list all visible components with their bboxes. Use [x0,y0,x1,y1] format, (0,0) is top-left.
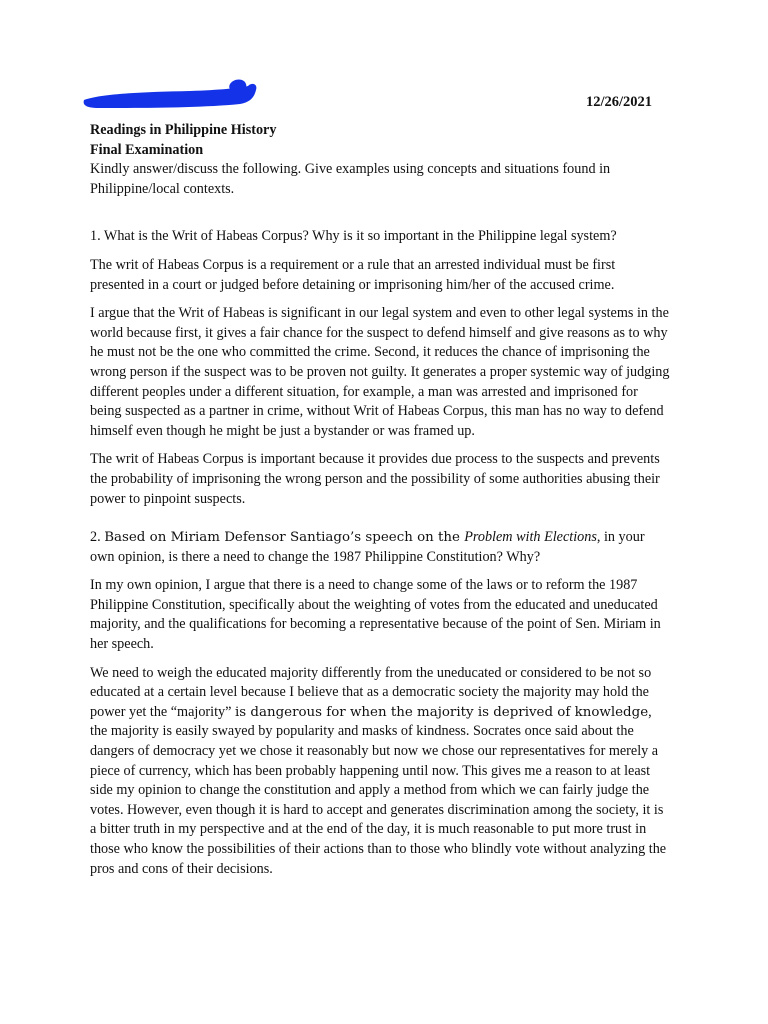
q1-answer-paragraph-2: I argue that the Writ of Habeas is significant in our legal system and even to other legal systems in the world because first, it gives a fair chance for the suspect to defend himself and give reasons as to why he must not be the one who committed the crime. Second, it reduces the chance of imprisoning the wrong person if the suspect was to be proven not guilty. It generates a proper systemic way of judging different peoples under a different situation, for example, a man was arrested and imprisoned for being suspected as a partner in crime, without Writ of Habeas Corpus, this man has no way to defend himself even though he might be just a bystander or was framed up. [90,305,670,439]
question-2 [90,528,670,567]
q2-paragraph-2-part-b: is dangerous for when the majority is deprived of knowledge [234,704,649,720]
q2-answer-paragraph-2 [90,664,670,880]
q2-paragraph-2-part-c: , the majority is easily swayed by popularity and masks of kindness. Socrates once said about the dangers of democracy yet we chose it reasonably but now we chose our representatives for merely a piece of currency, which has been probably happening until now. This gives me a reason to at least side my opinion to change the constitution and apply a method from which we can fairly judge the votes. However, even though it is hard to accept and generates discrimination among the society, it is a bitter truth in my perspective and at the end of the day, it is much reasonable to put more trust in those who know the possibilities of their actions than to those who blindly vote without analyzing the pros and cons of their decisions. [90,703,667,877]
instructions-text: Kindly answer/discuss the following. Give examples using concepts and situations found in Philippine/local contexts. [90,161,611,197]
q1-answer-paragraph-3: The writ of Habeas Corpus is important because it provides due process to the suspects and prevents the probability of imprisoning the wrong person and the possibility of some authorities abusing their power to pinpoint suspects. [90,451,660,507]
exam-date: 12/26/2021 [586,94,653,110]
redaction-mark [80,76,260,116]
question-2-speech-title: Problem with Elections [464,529,597,546]
question-2-rest: , in your own opinion, is there a need to change the 1987 Philippine Constitution? Why? [90,529,645,565]
question-2-number: 2. [90,529,105,546]
q2-answer-paragraph-1: In my own opinion, I argue that there is a need to change some of the laws or to reform the 1987 Philippine Constitution, specifically about the weighting of votes from the educated and uneducated majority, and the qualifications for becoming a representative because of the point of Sen. Miriam in her speech. [90,577,661,653]
exam-title: Final Examination [90,141,204,158]
q1-answer-paragraph-1: The writ of Habeas Corpus is a requirement or a rule that an arrested individual must be first presented in a court or judged before detaining or imprisoning him/her of the accused crime. [90,256,616,293]
question-1: 1. What is the Writ of Habeas Corpus? Why is it so important in the Philippine legal system? [90,228,617,245]
q2-paragraph-2-part-a: We need to weigh the educated majority differently from the uneducated or considered to be not so educated at a certain level because I believe that as a democratic society the majority may hold the power yet the “majority” [90,664,652,720]
document-body [90,121,670,888]
course-title: Readings in Philippine History [90,122,277,138]
question-2-speech-ref: Based on Miriam Defensor Santiago’s speech on the [104,530,465,546]
